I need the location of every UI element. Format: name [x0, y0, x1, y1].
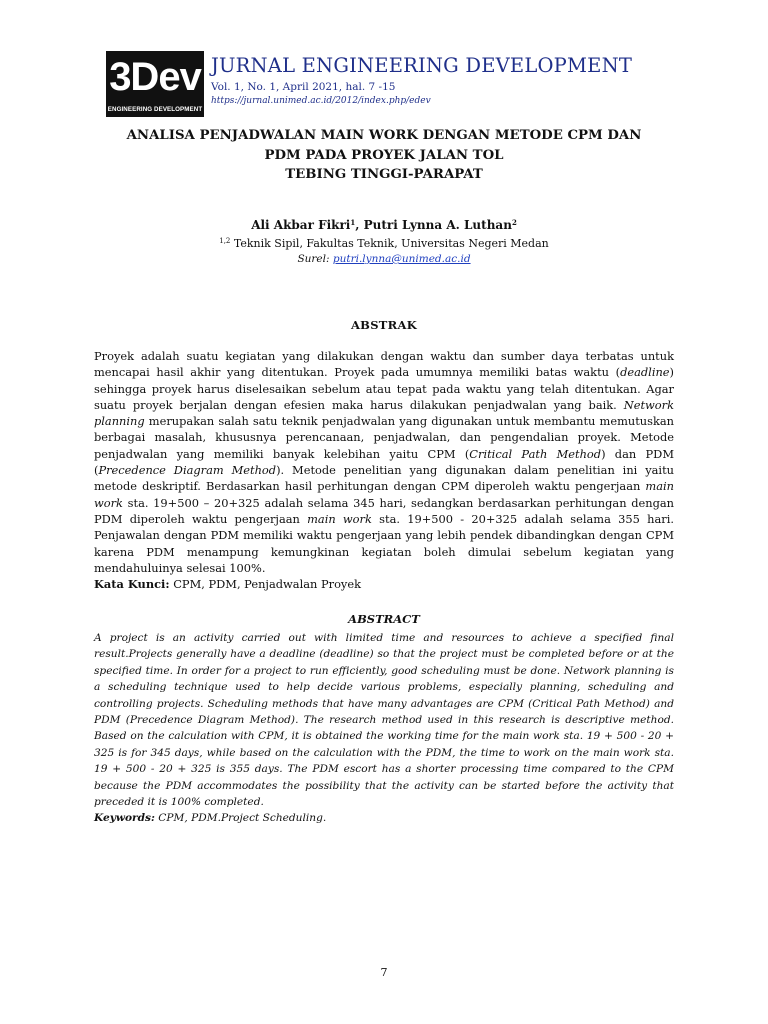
logo-mark: 3Dev: [109, 55, 201, 99]
email-line: [96, 253, 672, 265]
email-label: Surel:: [297, 253, 333, 265]
keywords-values: CPM, PDM.Project Scheduling.: [154, 812, 327, 825]
volume-info: Vol. 1, No. 1, April 2021, hal. 7 -15: [211, 81, 396, 93]
affiliation: [96, 237, 672, 250]
keywords-line: [94, 810, 674, 826]
author-separator: ,: [355, 218, 364, 232]
abstrak-heading: ABSTRAK: [350, 318, 418, 332]
email-link[interactable]: putri.lynna@unimed.ac.id: [332, 253, 471, 265]
abstrak-emphasis: main work: [307, 511, 372, 526]
title-line: TEBING TINGGI-PARAPAT: [285, 167, 483, 182]
abstrak-text: merupakan salah satu teknik penjadwalan yang digunakan untuk membantu memutuskan berbagai masalah, khususnya perencanaan, penjadwalan, dan pengendalian proyek. Metode penjadwalan yang memiliki banyak kelebihan yaitu CPM (: [94, 414, 674, 461]
journal-title: JURNAL ENGINEERING DEVELOPMENT: [211, 54, 633, 77]
abstrak-text: ) sehingga proyek harus diselesaikan sebelum atau tepat pada waktu yang telah ditentukan. Agar suatu proyek berjalan dengan efesien maka harus dilakukan penjadwalan yang baik.: [94, 365, 674, 412]
affiliation-superscript: 1,2: [219, 237, 231, 245]
author-list: [96, 218, 672, 232]
abstrak-text: Proyek adalah suatu kegiatan yang dilakukan dengan waktu dan sumber daya terbatas untuk mencapai hasil akhir yang ditentukan. Proyek pada umumnya memiliki batas waktu (: [94, 349, 674, 380]
abstrak-text: sta. 19+500 – 20+325 adalah selama 345 hari, sedangkan berdasarkan perhitungan dengan PDM diperoleh waktu pengerjaan: [94, 495, 674, 526]
abstrak-emphasis: Precedence Diagram Method: [98, 463, 277, 478]
author-name: Putri Lynna A. Luthan: [363, 218, 512, 232]
journal-url[interactable]: https://jurnal.unimed.ac.id/2012/index.php/edev: [211, 96, 431, 106]
abstrak-emphasis: deadline: [620, 365, 670, 380]
logo-subtitle: ENGINEERING DEVELOPMENT: [107, 106, 203, 113]
journal-logo: [106, 51, 204, 117]
abstrak-emphasis: Network planning: [94, 397, 674, 429]
abstrak-body: [94, 348, 674, 592]
kata-kunci-label: Kata Kunci:: [94, 577, 170, 592]
abstrak-text: ). Metode penelitian yang digunakan dalam penelitian ini yaitu metode deskriptif. Berdasarkan hasil perhitungan dengan CPM diperoleh waktu pengerjaan: [94, 463, 674, 494]
title-line: ANALISA PENJADWALAN MAIN WORK DENGAN METODE CPM DAN: [126, 128, 642, 143]
abstract-paragraph: A project is an activity carried out with limited time and resources to achieve a specified final result.Projects generally have a deadline (deadline) so that the project must be completed before or at the specified time. In order for a project to run efficiently, good scheduling must be done. Network planning is a scheduling technique used to help decide various problems, especially planning, scheduling and controlling projects. Scheduling methods that have many advantages are CPM (Critical Path Method) and PDM (Precedence Diagram Method). The research method used in this research is descriptive method. Based on the calculation with CPM, it is obtained the working time for the main work sta. 19 + 500 - 20 + 325 is for 345 days, while based on the calculation with the PDM, the time to work on the main work sta. 19 + 500 - 20 + 325 is 355 days. The PDM escort has a shorter processing time compared to the CPM because the PDM accommodates the possibility that the activity can be started before the activity that preceded it is 100% completed.: [94, 632, 674, 809]
abstrak-paragraph: [94, 348, 674, 576]
page-number: 7: [380, 966, 388, 979]
abstrak-text: ) dan PDM (: [94, 446, 674, 478]
title-line: PDM PADA PROYEK JALAN TOL: [264, 147, 504, 163]
abstrak-text: sta. 19+500 - 20+325 adalah selama 355 hari. Penjawalan dengan PDM memiliki waktu pengerjaan yang lebih pendek dibandingkan dengan CPM karena PDM menampung kemungkinan kegiatan boleh dimulai sebelum kegiatan yang mendahuluinya selesai 100%.: [94, 511, 674, 575]
abstract-heading: ABSTRACT: [348, 612, 420, 626]
affiliation-text: Teknik Sipil, Fakultas Teknik, Universitas Negeri Medan: [230, 237, 549, 250]
kata-kunci-values: CPM, PDM, Penjadwalan Proyek: [169, 577, 362, 592]
abstract-body: [94, 630, 674, 827]
author-name: Ali Akbar Fikri: [251, 218, 351, 232]
keywords-label: Keywords:: [94, 812, 155, 825]
article-title: [96, 126, 672, 185]
abstrak-emphasis: main work: [94, 479, 674, 510]
author-superscript: 2: [511, 218, 517, 227]
abstrak-emphasis: Critical Path Method: [469, 446, 602, 461]
author-superscript: 1: [350, 218, 356, 227]
kata-kunci-line: [94, 576, 674, 592]
